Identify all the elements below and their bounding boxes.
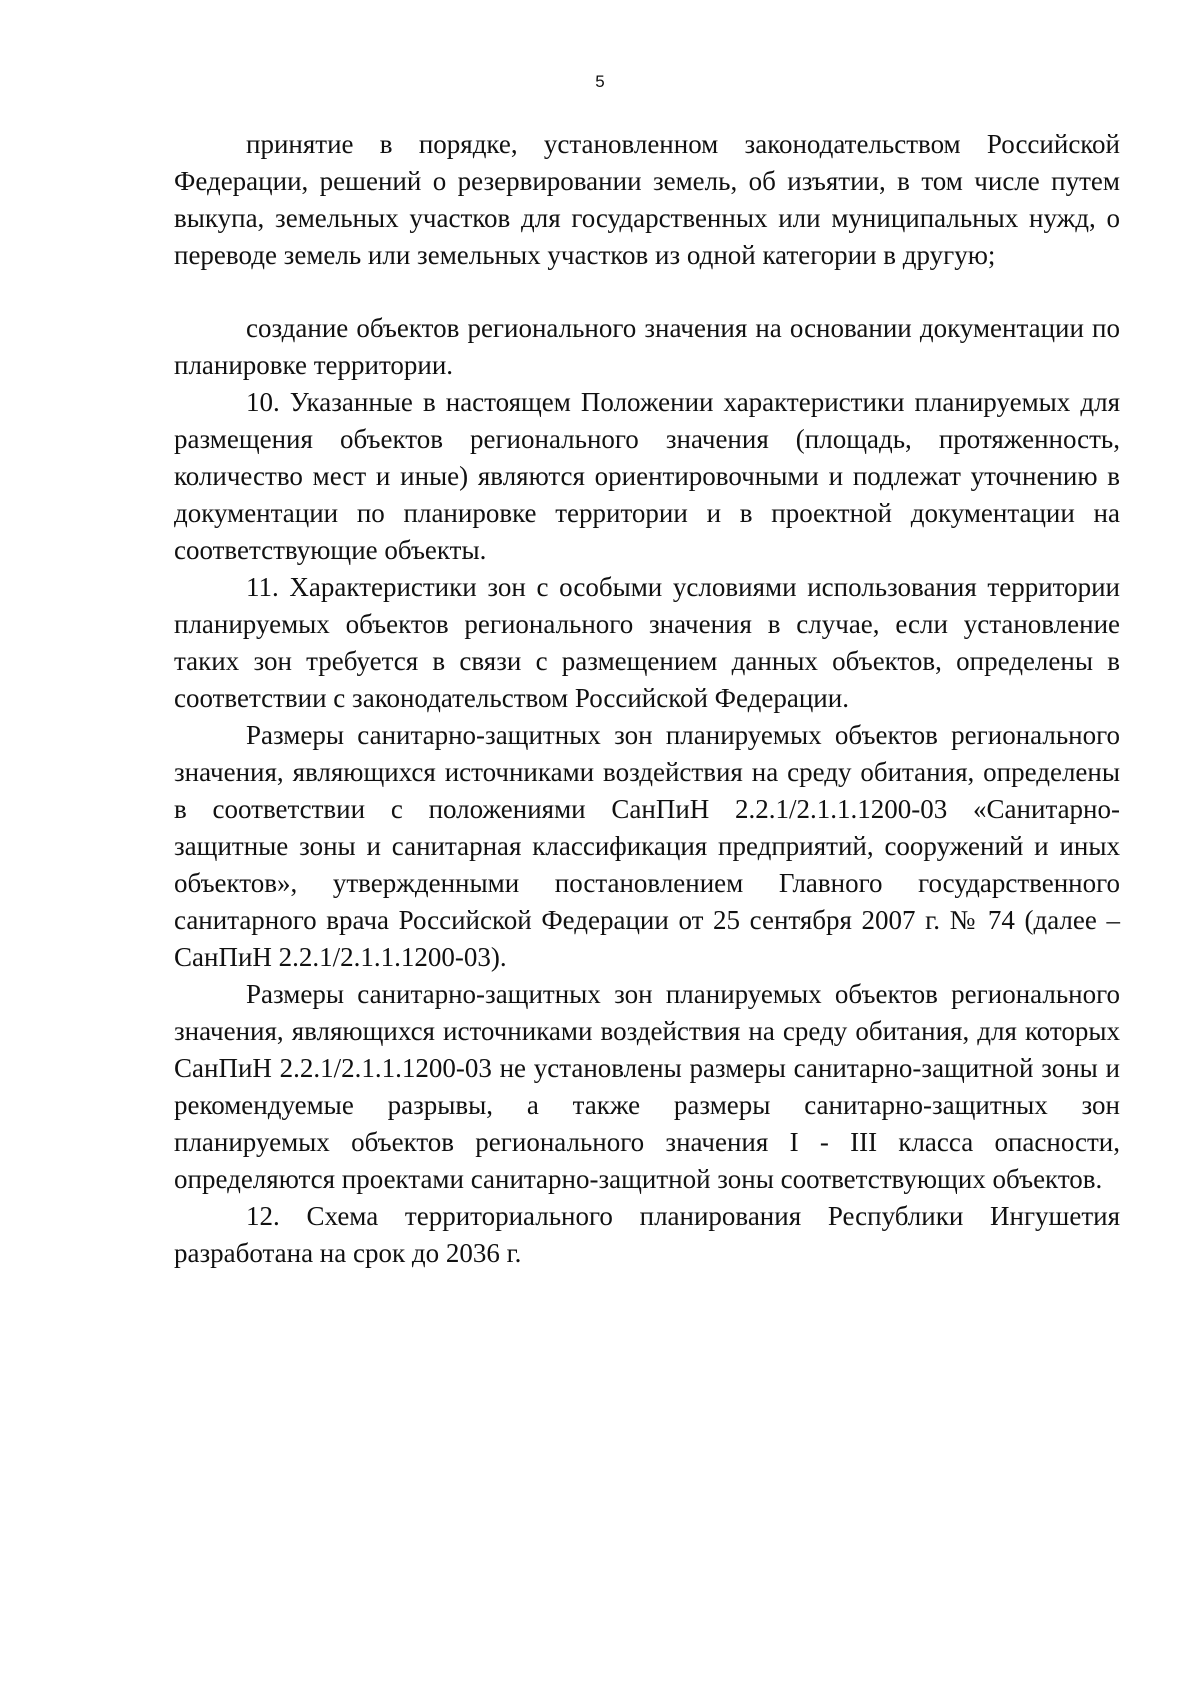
paragraph-item-11: 11. Характеристики зон с особыми условиями использования территории планируемых объектов регионального значения в случае, если установление таких зон требуется в связи с размещением данных объектов, определены в соответствии с законодательством Российской Федерации. xyxy=(174,572,1120,713)
page-number: 5 xyxy=(595,72,605,91)
document-body xyxy=(174,126,1120,1272)
paragraph-item-12: 12. Схема территориального планирования Республики Ингушетия разработана на срок до 2036 г. xyxy=(174,1201,1120,1268)
paragraph-regional-objects-creation: создание объектов регионального значения на основании документации по планировке территории. xyxy=(174,313,1120,380)
paragraph-land-reservation: принятие в порядке, установленном законодательством Российской Федерации, решений о резервировании земель, об изъятии, в том числе путем выкупа, земельных участков для государственных или муниципальных нужд, о переводе земель или земельных участков из одной категории в другую; xyxy=(174,129,1120,270)
paragraph-item-10: 10. Указанные в настоящем Положении характеристики планируемых для размещения объектов регионального значения (площадь, протяженность, количество мест и иные) являются ориентировочными и подлежат уточнению в документации по планировке территории и в проектной документации на соответствующие объекты. xyxy=(174,387,1120,565)
paragraph-sanitary-zones-projects: Размеры санитарно-защитных зон планируемых объектов регионального значения, являющихся источниками воздействия на среду обитания, для которых СанПиН 2.2.1/2.1.1.1200-03 не установлены размеры санитарно-защитной зоны и рекомендуемые разрывы, а также размеры санитарно-защитных зон планируемых объектов регионального значения I - III класса опасности, определяются проектами санитарно-защитной зоны соответствующих объектов. xyxy=(174,979,1120,1194)
paragraph-sanitary-zones-sanpin: Размеры санитарно-защитных зон планируемых объектов регионального значения, являющихся источниками воздействия на среду обитания, определены в соответствии с положениями СанПиН 2.2.1/2.1.1.1200-03 «Санитарно-защитные зоны и санитарная классификация предприятий, сооружений и иных объектов», утвержденными постановлением Главного государственного санитарного врача Российской Федерации от 25 сентября 2007 г. № 74 (далее – СанПиН 2.2.1/2.1.1.1200-03). xyxy=(174,720,1120,972)
